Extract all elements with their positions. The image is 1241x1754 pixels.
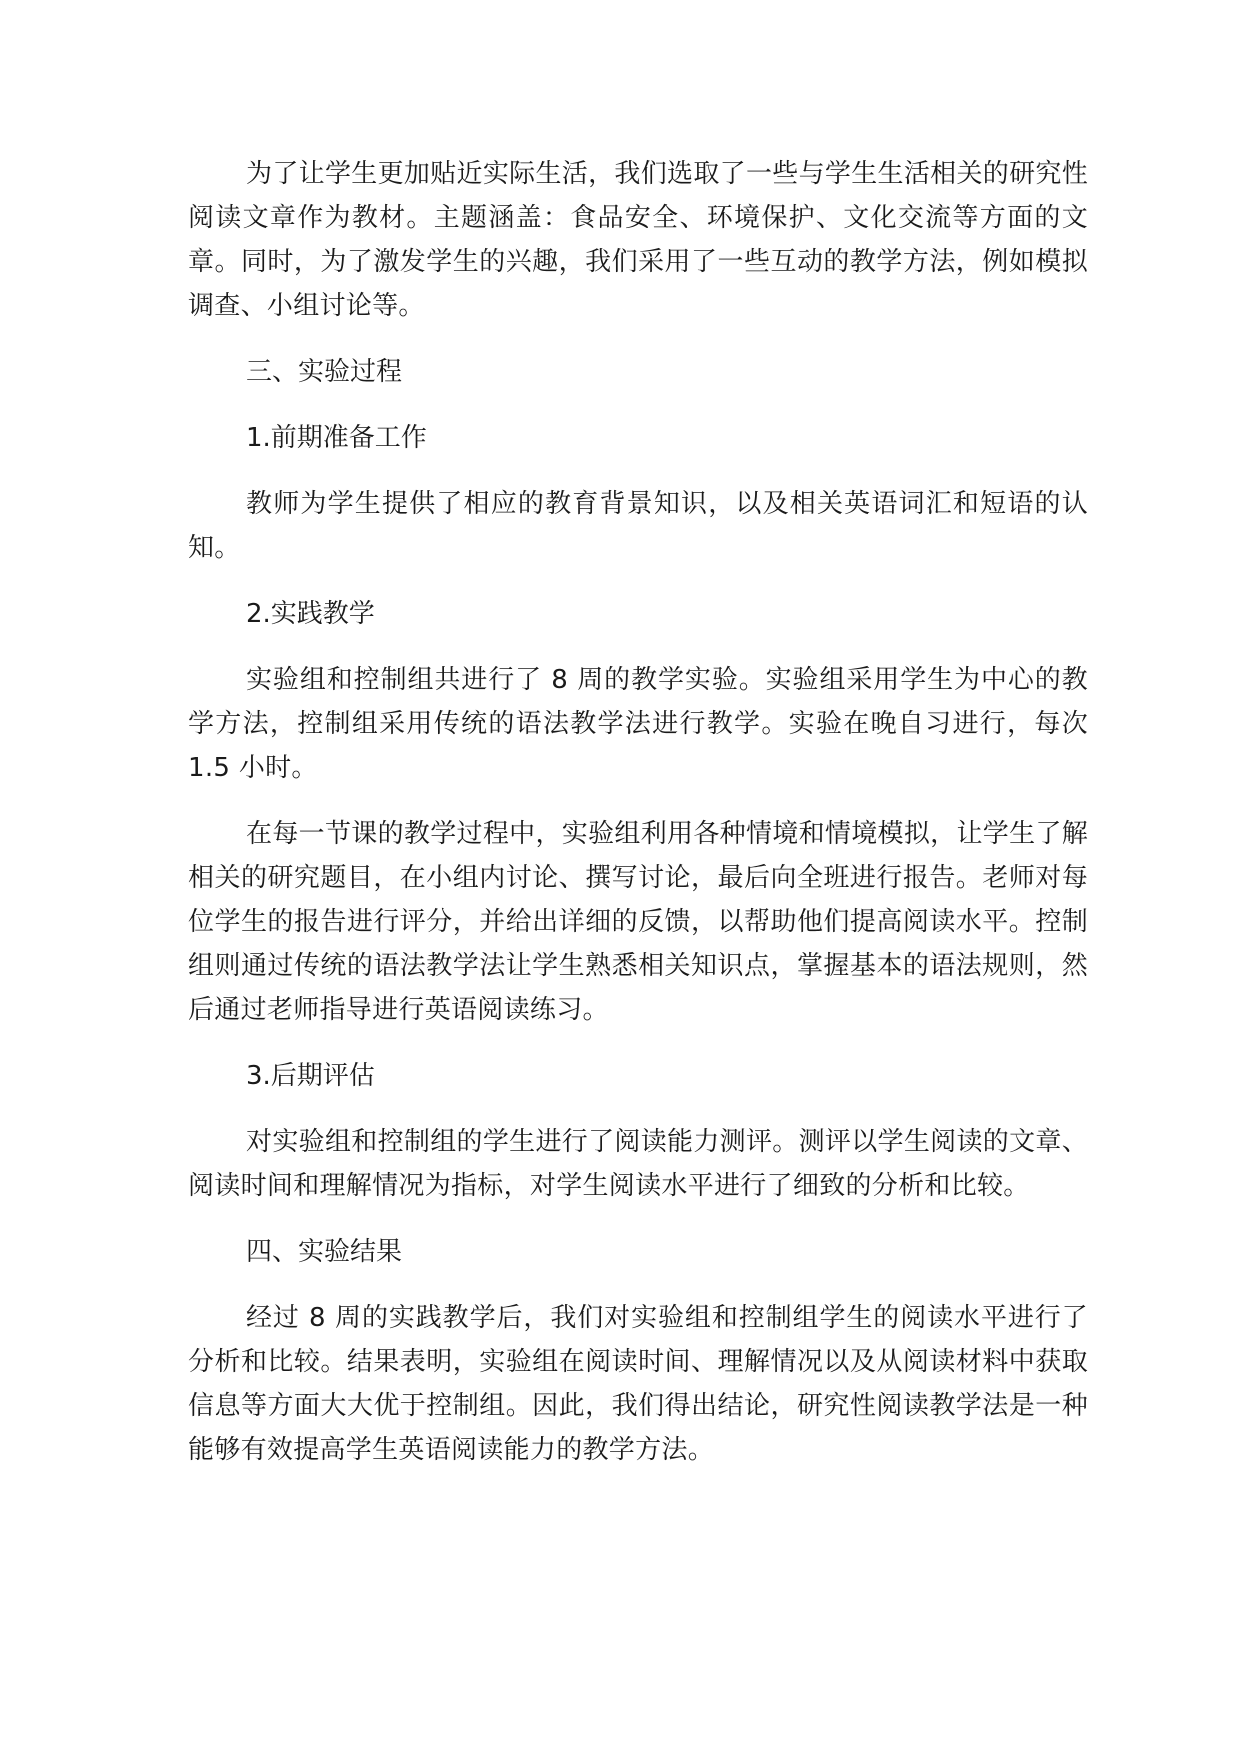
subheading-preparation: 1.前期准备工作 (246, 423, 427, 453)
paragraph-preparation: 教师为学生提供了相应的教育背景知识，以及相关英语词汇和短语的认知。 (188, 489, 1088, 563)
section-heading-results: 四、实验结果 (246, 1237, 403, 1267)
document-body (188, 152, 1088, 1472)
paragraph-practice-teaching: 实验组和控制组共进行了 8 周的教学实验。实验组采用学生为中心的教学方法，控制组采用传统的语法教学法进行教学。实验在晚自习进行，每次 1.5 小时。 (188, 665, 1088, 783)
subheading-practice-teaching: 2.实践教学 (246, 599, 375, 629)
paragraph-class-process: 在每一节课的教学过程中，实验组利用各种情境和情境模拟，让学生了解相关的研究题目，在小组内讨论、撰写讨论，最后向全班进行报告。老师对每位学生的报告进行评分，并给出详细的反馈，以帮助他们提高阅读水平。控制组则通过传统的语法教学法让学生熟悉相关知识点，掌握基本的语法规则，然后通过老师指导进行英语阅读练习。 (188, 819, 1088, 1025)
subheading-evaluation: 3.后期评估 (246, 1061, 375, 1091)
paragraph-materials: 为了让学生更加贴近实际生活，我们选取了一些与学生生活相关的研究性阅读文章作为教材。主题涵盖：食品安全、环境保护、文化交流等方面的文章。同时，为了激发学生的兴趣，我们采用了一些互动的教学方法，例如模拟调查、小组讨论等。 (188, 159, 1088, 321)
paragraph-evaluation: 对实验组和控制组的学生进行了阅读能力测评。测评以学生阅读的文章、阅读时间和理解情况为指标，对学生阅读水平进行了细致的分析和比较。 (188, 1127, 1088, 1201)
paragraph-results: 经过 8 周的实践教学后，我们对实验组和控制组学生的阅读水平进行了分析和比较。结果表明，实验组在阅读时间、理解情况以及从阅读材料中获取信息等方面大大优于控制组。因此，我们得出结论，研究性阅读教学法是一种能够有效提高学生英语阅读能力的教学方法。 (188, 1303, 1088, 1465)
section-heading-experiment-process: 三、实验过程 (246, 357, 403, 387)
